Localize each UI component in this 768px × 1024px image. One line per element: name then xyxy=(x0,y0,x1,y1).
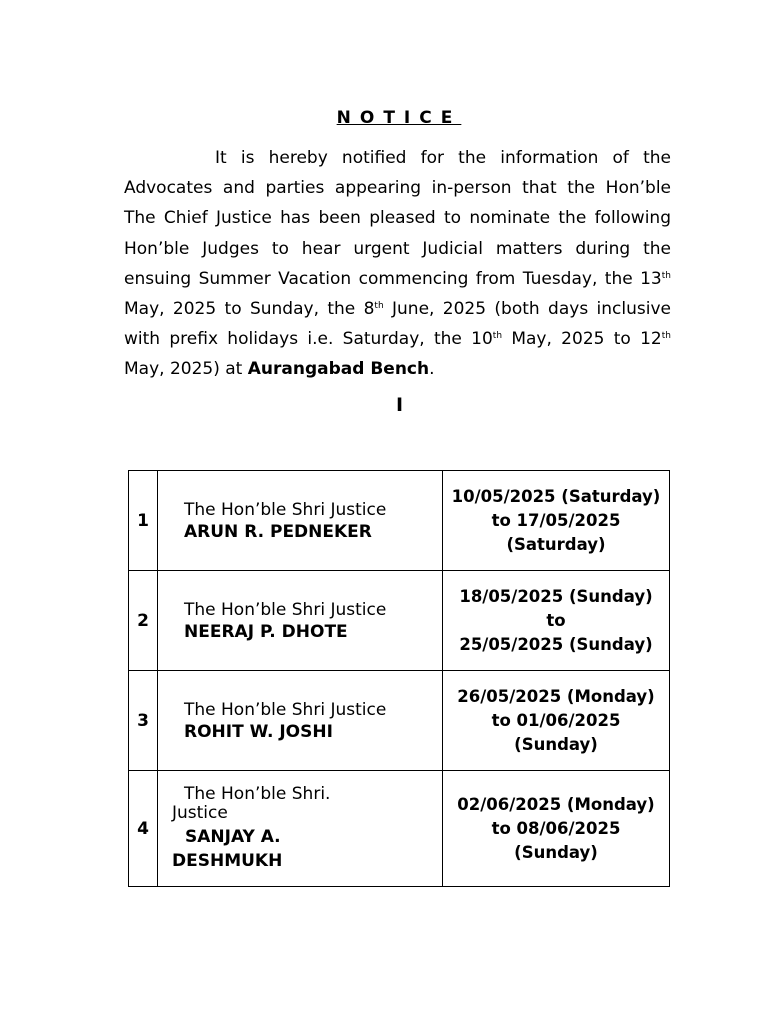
bench-name: Aurangabad Bench xyxy=(247,359,430,380)
judge-prefix: The Hon’ble Shri Justice xyxy=(184,699,387,720)
table-row xyxy=(129,471,670,571)
judge-prefix: The Hon’ble Shri. xyxy=(184,783,331,804)
para-sup-4: th xyxy=(661,331,671,342)
judge-prefix-cont: Justice xyxy=(172,802,228,823)
para-text-2: May, 2025 to Sunday, the 8 xyxy=(124,299,375,320)
para-text-4: May, 2025 to 12 xyxy=(502,329,662,350)
judge-prefix: The Hon’ble Shri Justice xyxy=(184,499,387,520)
judge-name: ARUN R. PEDNEKER xyxy=(184,521,372,542)
dates-cell xyxy=(443,471,670,571)
date-line: 25/05/2025 (Sunday) xyxy=(459,634,653,654)
judge-cell xyxy=(158,771,443,887)
table-row xyxy=(129,571,670,671)
date-line: (Sunday) xyxy=(514,734,598,754)
judge-cell xyxy=(158,571,443,671)
judge-name-line-2: DESHMUKH xyxy=(172,850,283,871)
date-line: to 01/06/2025 xyxy=(491,710,621,730)
judge-cell xyxy=(158,471,443,571)
notice-title: NOTICE xyxy=(336,108,462,128)
row-number: 1 xyxy=(129,471,158,571)
judge-name xyxy=(172,825,442,873)
notice-paragraph xyxy=(124,143,671,385)
date-line: to 08/06/2025 xyxy=(491,818,621,838)
para-end: . xyxy=(429,359,435,380)
date-line: to 17/05/2025 xyxy=(491,510,621,530)
para-text-3: June, 2025 (both days inclusive with prefix holidays i.e. Saturday, the 10 xyxy=(124,299,671,350)
judge-name: ROHIT W. JOSHI xyxy=(184,721,333,742)
table-row xyxy=(129,671,670,771)
dates-cell xyxy=(443,671,670,771)
para-text-5: May, 2025) at xyxy=(124,359,248,380)
para-text-1: It is hereby notified for the information of the Advocates and parties appearing in-person that the Hon’ble The Chief Justice has been pleased to nominate the following Hon’ble Judges to hear urgent Judicial matters during the ensuing Summer Vacation commencing from Tuesday, the 13 xyxy=(124,148,671,289)
table-row xyxy=(129,771,670,887)
row-number: 3 xyxy=(129,671,158,771)
judge-cell xyxy=(158,671,443,771)
date-line: 02/06/2025 (Monday) xyxy=(457,794,655,814)
judges-table xyxy=(128,470,670,887)
row-number: 4 xyxy=(129,771,158,887)
date-line: to xyxy=(546,610,566,630)
para-sup-3: th xyxy=(492,331,503,342)
date-line: 18/05/2025 (Sunday) xyxy=(459,586,653,606)
date-line: 26/05/2025 (Monday) xyxy=(457,686,655,706)
para-sup-1: th xyxy=(661,270,671,281)
row-number: 2 xyxy=(129,571,158,671)
para-sup-2: th xyxy=(374,301,384,312)
dates-cell xyxy=(443,571,670,671)
judge-prefix: The Hon’ble Shri Justice xyxy=(184,599,387,620)
date-line: (Sunday) xyxy=(514,842,598,862)
judge-name: NEERAJ P. DHOTE xyxy=(184,621,348,642)
dates-cell xyxy=(443,771,670,887)
judge-name-line-1: SANJAY A. xyxy=(185,826,281,847)
date-line: 10/05/2025 (Saturday) xyxy=(451,486,661,506)
date-line: (Saturday) xyxy=(506,534,606,554)
section-numeral: I xyxy=(396,394,404,416)
